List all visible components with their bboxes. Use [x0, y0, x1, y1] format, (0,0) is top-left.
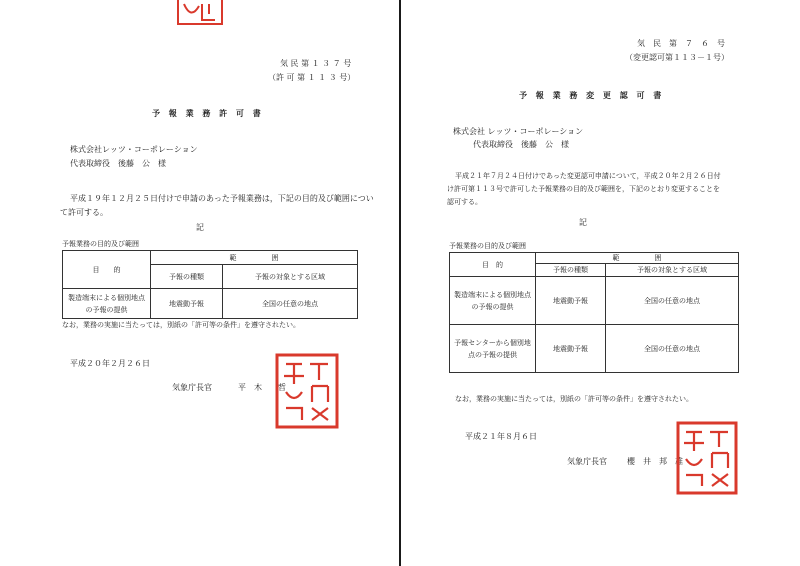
- purpose-range-table: [62, 250, 358, 319]
- ki-marker: 記: [579, 218, 587, 227]
- issue-date: 平成２１年８月６日: [465, 432, 537, 441]
- official-seal: [272, 350, 342, 432]
- ki-marker: 記: [196, 223, 204, 232]
- body-text: 平成１９年１２月２５日付けで申請のあった予報業務は，下記の目的及び範囲につい: [70, 194, 374, 203]
- reference-number: （許 可 第 １ １ ３ 号）: [268, 73, 356, 82]
- forecast-type-header: 予報の種類: [536, 264, 606, 277]
- seal-stamp-top-partial: [175, 0, 225, 28]
- recipient-company: 株式会社 レッツ・コーポレーション: [453, 127, 584, 136]
- range-header: 範 囲: [536, 253, 739, 264]
- body-text-line-2: け許可第１１３号で許可した予報業務の目的及び範囲を，下記のとおり変更することを: [447, 185, 720, 193]
- compliance-note: なお，業務の実施に当たっては，別紙の「許可等の条件」を遵守されたい。: [455, 395, 693, 403]
- row-purpose: 製造端末による個別地点の予報の提供: [63, 289, 151, 319]
- row-target-area: 全国の任意の地点: [606, 277, 739, 325]
- purpose-header: 目 的: [450, 253, 536, 277]
- table-caption: 予報業務の目的及び範囲: [62, 240, 139, 248]
- forecast-type-header: 予報の種類: [151, 265, 223, 289]
- row-purpose: 製造端末による個別地点の予報の提供: [450, 277, 536, 325]
- recipient-company: 株式会社レッツ・コーポレーション: [70, 145, 198, 154]
- row-target-area: 全国の任意の地点: [223, 289, 358, 319]
- table-caption: 予報業務の目的及び範囲: [449, 242, 526, 250]
- target-area-header: 予報の対象とする区域: [223, 265, 358, 289]
- table-row: [63, 289, 358, 319]
- compliance-note: なお，業務の実施に当たっては，別紙の「許可等の条件」を遵守されたい。: [62, 321, 300, 329]
- purpose-range-table: [449, 252, 739, 373]
- reference-number: （変更認可第１１３－１号）: [625, 53, 729, 62]
- document-number: 気 民 第 ７ ６ 号: [637, 39, 725, 48]
- target-area-header: 予報の対象とする区域: [606, 264, 739, 277]
- official-seal: [673, 418, 741, 498]
- row-forecast-type: 地震動予報: [151, 289, 223, 319]
- purpose-header: 目 的: [63, 251, 151, 289]
- body-text-continued: て許可する。: [60, 208, 108, 217]
- document-title: 予 報 業 務 許 可 書: [152, 109, 264, 118]
- document-number: 気 民 第 １ ３ ７ 号: [280, 59, 352, 68]
- body-text-line-1: 平成２１年７月２４日付けであった変更認可申請について，平成２０年２月２６日付: [455, 172, 721, 180]
- issuer-title: 気象庁長官: [567, 457, 607, 466]
- document-title: 予 報 業 務 変 更 認 可 書: [519, 91, 665, 100]
- issuer-title: 気象庁長官: [172, 383, 212, 392]
- row-target-area: 全国の任意の地点: [606, 325, 739, 373]
- left-document-page: [0, 0, 399, 566]
- row-forecast-type: 地震動予報: [536, 325, 606, 373]
- range-header: 範 囲: [151, 251, 358, 265]
- table-row: [450, 277, 739, 325]
- issuer-name: 櫻 井 邦 雄: [627, 457, 683, 466]
- row-forecast-type: 地震動予報: [536, 277, 606, 325]
- table-row: [450, 325, 739, 373]
- recipient-representative: 代表取締役 後藤 公 様: [473, 140, 569, 149]
- issue-date: 平成２０年２月２６日: [70, 359, 150, 368]
- issuer-name: 平 木 哲: [238, 383, 286, 392]
- row-purpose: 予報センターから個別地点の予報の提供: [450, 325, 536, 373]
- right-document-page: [401, 0, 800, 566]
- recipient-representative: 代表取締役 後藤 公 様: [70, 159, 166, 168]
- body-text-line-3: 認可する。: [447, 198, 482, 206]
